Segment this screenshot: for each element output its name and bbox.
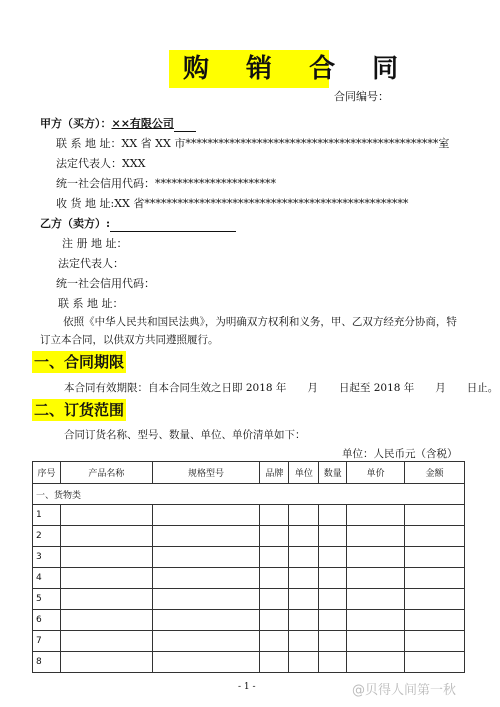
document-title: 购 销 合 同: [169, 50, 329, 88]
party-a-delivery-label: 收 货 地 址:: [56, 197, 115, 210]
col-header: 单价: [347, 462, 405, 484]
party-a-delivery-row: [56, 196, 408, 212]
col-header: 数量: [319, 462, 347, 484]
table-row: [33, 610, 465, 631]
col-header: 单位: [289, 462, 319, 484]
party-b-label: 乙方（卖方）:: [40, 217, 111, 230]
party-a-rep: XXX: [122, 157, 146, 170]
party-a-credit: **********************: [155, 177, 276, 190]
table-row: [33, 547, 465, 568]
table-row: [33, 631, 465, 652]
table-category-row: [33, 484, 465, 505]
party-a-label: 甲方（买方）：: [40, 117, 112, 130]
party-a-rep-row: [56, 156, 146, 172]
table-header-row: [33, 462, 465, 484]
table-row: [33, 652, 465, 673]
row-index: 7: [33, 631, 61, 652]
section-heading-term: 一、合同期限: [34, 353, 125, 371]
table-row: [33, 526, 465, 547]
section-term-text: 本合同有效期限：自本合同生效之日即 2018 年 月 日起至 2018 年 月 日止。: [64, 382, 499, 394]
intro-paragraph: 依照《中华人民共和国民法典》，为明确双方权利和义务，甲、乙双方经充分协商，特订立本合同，以供双方共同遵照履行。: [40, 316, 457, 346]
party-a-address-label: 联 系 地 址：: [56, 137, 122, 150]
goods-table: [32, 461, 465, 673]
col-header: 品牌: [260, 462, 289, 484]
party-b-rep: 法定代表人：: [58, 257, 124, 270]
col-header: 产品名称: [60, 462, 152, 484]
party-a-name: ××有限公司: [111, 117, 174, 130]
col-header: 序号: [33, 462, 61, 484]
row-index: 2: [33, 526, 61, 547]
section-heading-scope: 二、订货范围: [34, 401, 125, 419]
row-index: 3: [33, 547, 61, 568]
page-number: - 1 -: [238, 682, 256, 692]
row-index: 6: [33, 610, 61, 631]
party-a-credit-label: 统一社会信用代码：: [56, 177, 155, 190]
currency-unit-note: 单位：人民币元（含税）: [342, 448, 458, 460]
table-row: [33, 589, 465, 610]
row-index: 4: [33, 568, 61, 589]
watermark: @贝得人间第一秋: [352, 683, 457, 698]
table-row: [33, 505, 465, 526]
party-a-credit-row: [56, 176, 276, 192]
party-a-row: [40, 116, 196, 132]
party-a-address-row: [56, 136, 449, 152]
row-index: 5: [33, 589, 61, 610]
category-label: 一、货物类: [33, 484, 465, 505]
table-row: [33, 568, 465, 589]
party-a-rep-label: 法定代表人：: [56, 157, 122, 170]
party-b-row: [40, 216, 236, 232]
col-header: 金额: [405, 462, 465, 484]
party-a-delivery: XX 省************************************************: [114, 197, 409, 210]
section-scope-text: 合同订货名称、型号、数量、单位、单价清单如下：: [64, 429, 306, 441]
party-b-reg-address: 注 册 地 址：: [62, 237, 128, 250]
row-index: 8: [33, 652, 61, 673]
party-b-address: 联 系 地 址：: [58, 297, 124, 310]
row-index: 1: [33, 505, 61, 526]
party-a-name-underline: [174, 117, 196, 132]
party-b-name-underline: [110, 217, 236, 232]
contract-number-label: 合同编号：: [334, 90, 389, 103]
col-header: 规格型号: [152, 462, 260, 484]
party-b-credit: 统一社会信用代码：: [56, 277, 155, 290]
party-a-address: XX 省 XX 市**********************************************室: [121, 137, 450, 150]
